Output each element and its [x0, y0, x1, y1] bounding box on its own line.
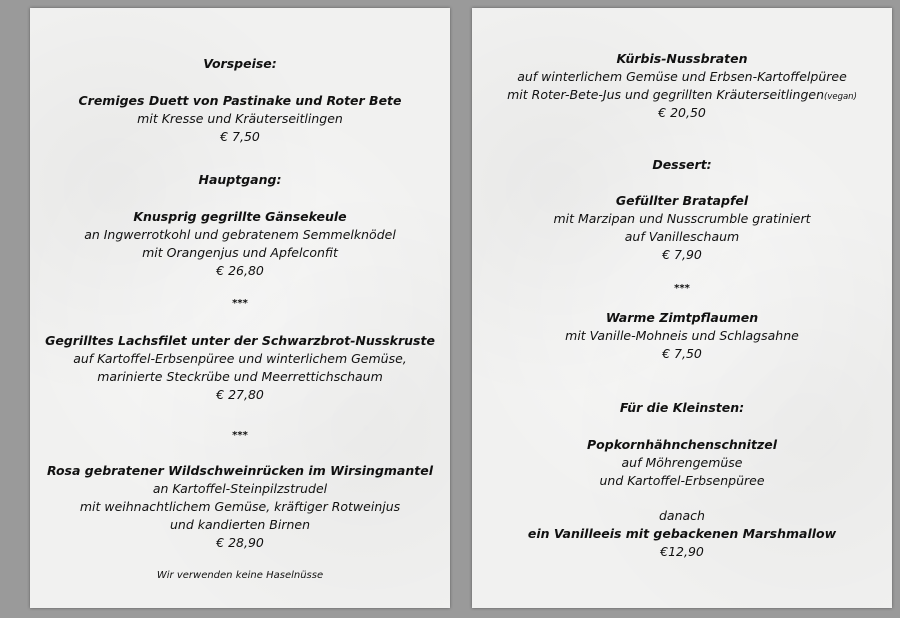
roast-name: Kürbis-Nussbraten — [616, 51, 748, 66]
salmon-desc-2: marinierte Steckrübe und Meerrettichschaum — [97, 369, 383, 384]
salmon-name: Gegrilltes Lachsfilet unter der Schwarzbrot-Nusskruste — [45, 333, 435, 348]
plums-desc: mit Vanille-Mohneis und Schlagsahne — [565, 328, 799, 343]
boar-desc-2: mit weihnachtlichem Gemüse, kräftiger Rotweinjus — [79, 499, 401, 514]
goose-price: € 26,80 — [216, 263, 264, 278]
kids-name: Popkornhähnchenschnitzel — [587, 437, 777, 452]
apple-price: € 7,90 — [662, 247, 702, 262]
salmon-price: € 27,80 — [216, 387, 264, 402]
salmon-desc-1: auf Kartoffel-Erbsenpüree und winterlichem Gemüse, — [73, 351, 407, 366]
separator-1: *** — [232, 298, 248, 309]
plums-name: Warme Zimtpflaumen — [605, 310, 759, 325]
main-heading: Hauptgang: — [198, 172, 282, 187]
kids-price: €12,90 — [660, 544, 704, 559]
roast-price: € 20,50 — [658, 105, 706, 120]
boar-desc-1: an Kartoffel-Steinpilzstrudel — [152, 481, 328, 496]
roast-desc-2-text: mit Roter-Bete-Jus und gegrillten Kräuterseitlingen — [507, 87, 824, 102]
separator-2: *** — [232, 430, 248, 441]
starter-heading: Vorspeise: — [203, 56, 277, 71]
starter-name: Cremiges Duett von Pastinake und Roter Bete — [78, 93, 402, 108]
menu-page-right — [472, 8, 892, 608]
goose-desc-1: an Ingwerrotkohl und gebratenem Semmelknödel — [84, 227, 396, 242]
vegan-tag: (vegan) — [824, 92, 857, 102]
menu-page-left — [30, 8, 450, 608]
kids-heading: Für die Kleinsten: — [619, 400, 745, 415]
separator-3: *** — [674, 283, 690, 294]
allergy-note: Wir verwenden keine Haselnüsse — [156, 570, 324, 581]
goose-desc-2: mit Orangenjus und Apfelconfit — [142, 245, 338, 260]
starter-price: € 7,50 — [220, 129, 260, 144]
boar-name: Rosa gebratener Wildschweinrücken im Wirsingmantel — [46, 463, 434, 478]
apple-name: Gefüllter Bratapfel — [615, 193, 749, 208]
roast-desc-2 — [472, 87, 892, 106]
kids-then: danach — [659, 508, 705, 523]
starter-desc: mit Kresse und Kräuterseitlingen — [137, 111, 343, 126]
kids-desc-1: auf Möhrengemüse — [621, 455, 743, 470]
kids-extra: ein Vanilleeis mit gebackenen Marshmallow — [527, 526, 837, 541]
goose-name: Knusprig gegrillte Gänsekeule — [133, 209, 347, 224]
plums-price: € 7,50 — [662, 346, 702, 361]
kids-desc-2: und Kartoffel-Erbsenpüree — [599, 473, 765, 488]
apple-desc-2: auf Vanilleschaum — [624, 229, 740, 244]
roast-desc-1: auf winterlichem Gemüse und Erbsen-Kartoffelpüree — [517, 69, 847, 84]
apple-desc-1: mit Marzipan und Nusscrumble gratiniert — [553, 211, 811, 226]
boar-price: € 28,90 — [216, 535, 264, 550]
dessert-heading: Dessert: — [652, 157, 712, 172]
boar-desc-3: und kandierten Birnen — [169, 517, 311, 532]
